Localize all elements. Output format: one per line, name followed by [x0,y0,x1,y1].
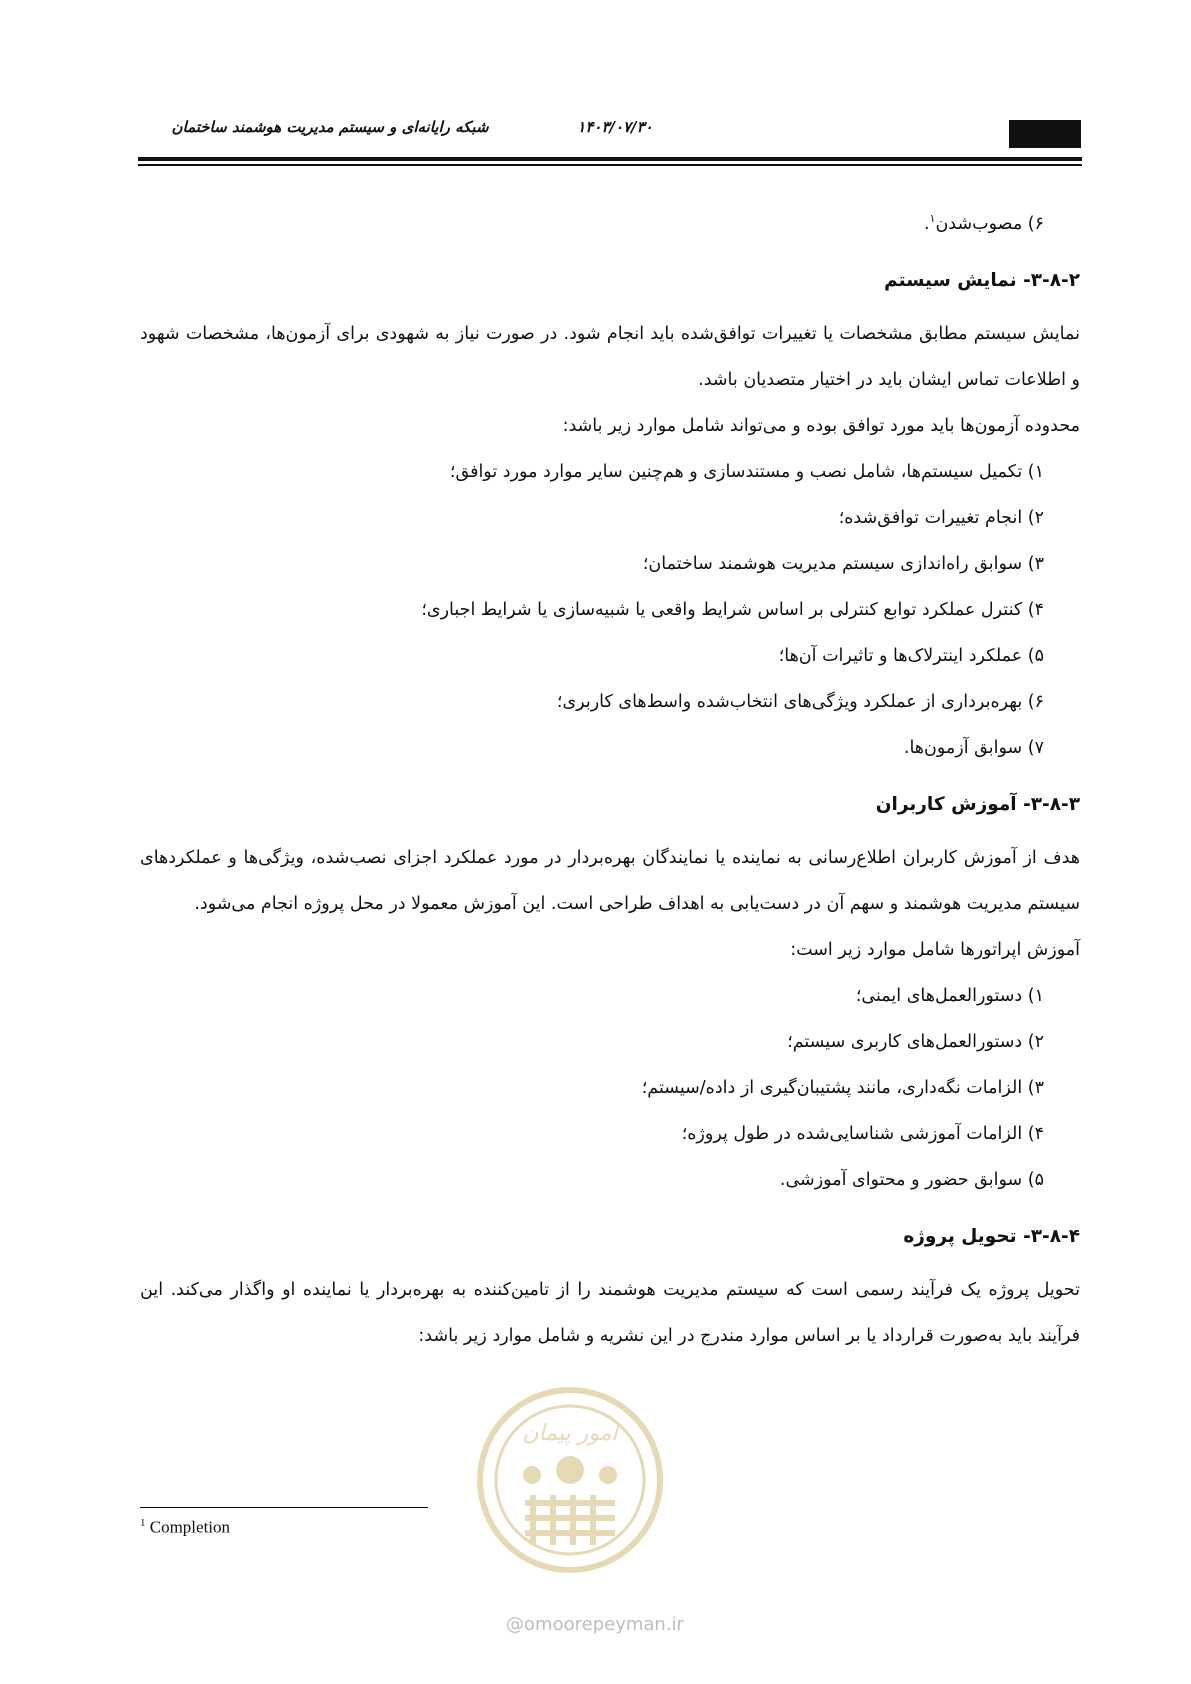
watermark-logo [470,1380,670,1590]
numbered-list [140,449,1080,771]
list-item: ۲) دستورالعمل‌های کاربری سیستم؛ [787,1031,1044,1052]
document-body [140,196,1080,1359]
header-title: شبکه رایانه‌ای و سیستم مدیریت هوشمند ساختمان [171,118,489,136]
previous-list-item-6: ۶) مصوب‌شدن$^۱$. [923,212,1044,234]
list-item: ۵) سوابق حضور و محتوای آموزشی. [779,1169,1044,1190]
paragraph: نمایش سیستم مطابق مشخصات یا تغییرات توافق‌شده باید انجام شود. در صورت نیاز به شهودی برای آزمون‌ها، مشخصات شهود و اطلاعات تماس ایشان باید در اختیار متصدیان باشد. [140,323,1080,390]
header-rule-thick [138,157,1082,161]
previous-list-item-text: ۶) مصوب‌شدن [935,213,1044,234]
paragraph: تحویل پروژه یک فرآیند رسمی است که سیستم مدیریت هوشمند را از تامین‌کننده به بهره‌بردار یا نماینده او واگذار می‌کند. این فرآیند باید به‌صورت قرارداد یا بر اساس موارد مندرج در این نشریه و شامل موارد زیر باشد: [140,1279,1080,1346]
list-item: ۷) سوابق آزمون‌ها. [903,737,1044,758]
header-black-block [1009,120,1081,148]
list-item: ۲) انجام تغییرات توافق‌شده؛ [838,507,1044,528]
footnote-number: 1 [140,1517,146,1529]
list-item: ۱) تکمیل سیستم‌ها، شامل نصب و مستندسازی و هم‌چنین سایر موارد مورد توافق؛ [449,461,1044,482]
paragraph: محدوده آزمون‌ها باید مورد توافق بوده و می‌تواند شامل موارد زیر باشد: [562,415,1080,436]
list-item: ۱) دستورالعمل‌های ایمنی؛ [855,985,1044,1006]
paragraph: هدف از آموزش کاربران اطلاع‌رسانی به نماینده یا نمایندگان بهره‌بردار در مورد عملکرد اجزای نصب‌شده، ویژگی‌ها و عملکردهای سیستم مدیریت هوشمند و سهم آن در دست‌یابی به اهداف طراحی است. این آموزش معمولا در محل پروژه انجام می‌شود. [140,847,1080,914]
list-item: ۳) سوابق راه‌اندازی سیستم مدیریت هوشمند ساختمان؛ [642,553,1044,574]
list-item: ۳) الزامات نگه‌داری، مانند پشتیبان‌گیری از داده/سیستم؛ [641,1077,1044,1098]
paragraph: آموزش اپراتورها شامل موارد زیر است: [790,939,1080,960]
list-item: ۶) بهره‌برداری از عملکرد ویژگی‌های انتخاب‌شده واسط‌های کاربری؛ [556,691,1044,712]
header-rule-thin [138,164,1082,166]
list-item: ۴) کنترل عملکرد توابع کنترلی بر اساس شرایط واقعی یا شبیه‌سازی یا شرایط اجباری؛ [421,599,1044,620]
footnote [140,1517,230,1538]
watermark-logo-text: امور پیمان [522,1421,618,1446]
list-item: ۴) الزامات آموزشی شناسایی‌شده در طول پروژه؛ [681,1123,1044,1144]
footnote-rule [140,1507,428,1508]
section-heading-user-training: ۳-۸-۳- آموزش کاربران [875,793,1080,815]
footnote-ref: ۱ [929,212,936,225]
header-date: ۱۴۰۳/۰۷/۳۰ [577,118,653,136]
list-item: ۵) عملکرد اینترلاک‌ها و تاثیرات آن‌ها؛ [778,645,1044,666]
section-heading-system-demo: ۳-۸-۲- نمایش سیستم [884,269,1080,291]
footnote-text: Completion [149,1517,231,1537]
section-heading-project-delivery: ۳-۸-۴- تحویل پروژه [903,1225,1080,1247]
watermark-text: @omoorepeyman.ir [506,1614,684,1635]
numbered-list [140,973,1080,1203]
